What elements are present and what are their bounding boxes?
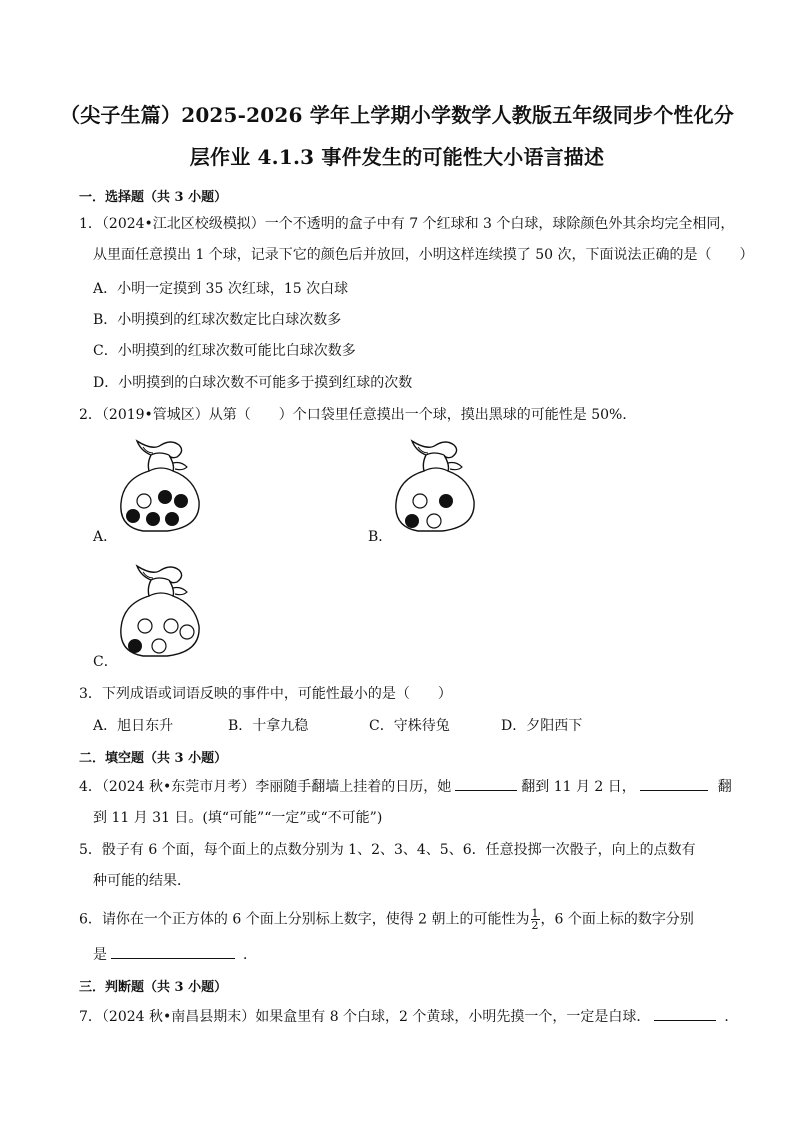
- q6-fraction: [531, 908, 540, 931]
- q7-stem: [79, 1006, 738, 1027]
- q1-option-c: C．小明摸到的红球次数可能比白球次数多: [93, 343, 356, 359]
- document-title-line-2: 层作业 4.1.3 事件发生的可能性大小语言描述: [189, 145, 605, 169]
- q3-option-a: A．旭日东升: [93, 718, 174, 734]
- money-bag-b-image: [388, 437, 488, 537]
- q4-stem-line-2: 到 11 月 31 日。(填“可能”“一定”或“不可能”): [93, 810, 383, 826]
- q6-text-part-1: 6．请你在一个正方体的 6 个面上分别标上数字，使得 2 朝上的可能性为: [79, 911, 530, 928]
- money-bag-c-image: [113, 562, 213, 662]
- white-ball: [427, 514, 441, 528]
- white-ball: [137, 494, 151, 508]
- q7-answer-blank[interactable]: [654, 1006, 716, 1021]
- q4-text-part-2: 翻到 11 月 2 日，: [521, 779, 636, 795]
- q1-option-a: A．小明一定摸到 35 次红球，15 次白球: [93, 281, 349, 297]
- q4-text-part-3: 翻: [717, 779, 732, 795]
- q6-answer-blank[interactable]: [111, 944, 235, 959]
- q6-text-prefix: 是: [93, 947, 107, 963]
- white-ball: [138, 619, 152, 633]
- black-ball: [158, 490, 172, 504]
- q1-stem-line-2: 从里面任意摸出 1 个球，记录下它的颜色后并放回，小明这样连续摸了 50 次，下面说法正确的是（ ）: [93, 247, 754, 263]
- q6-fraction-denominator: 2: [531, 919, 539, 932]
- q6-text-suffix: ．: [243, 947, 257, 963]
- q2-option-b-label: B．: [368, 529, 393, 545]
- black-ball: [146, 512, 160, 526]
- section-heading-judgment: 三．判断题（共 3 小题）: [79, 980, 228, 995]
- black-ball: [174, 494, 188, 508]
- q6-stem-line-1: [79, 908, 694, 931]
- black-ball: [165, 512, 179, 526]
- money-bag-a-image: [113, 437, 213, 537]
- white-ball: [164, 619, 178, 633]
- q3-option-d: D．夕阳西下: [501, 718, 583, 734]
- black-ball: [439, 494, 453, 508]
- q7-text: 7．（2024 秋•南昌县期末）如果盒里有 8 个白球，2 个黄球，小明先摸一个，一定是白球．: [79, 1009, 651, 1025]
- q3-option-c: C．守株待兔: [369, 718, 450, 734]
- white-ball: [152, 639, 166, 653]
- q4-answer-blank-1[interactable]: [455, 776, 517, 791]
- q1-option-b: B．小明摸到的红球次数定比白球次数多: [93, 312, 342, 328]
- q6-fraction-numerator: 1: [531, 907, 539, 920]
- q4-text-part-1: 4．（2024 秋•东莞市月考）李丽随手翻墙上挂着的日历，她: [79, 779, 452, 795]
- white-ball: [180, 625, 194, 639]
- q1-option-d: D．小明摸到的白球次数不可能多于摸到红球的次数: [93, 375, 413, 391]
- q7-text-suffix: ．: [724, 1009, 739, 1025]
- q4-answer-blank-2[interactable]: [640, 776, 708, 791]
- black-ball: [126, 509, 140, 523]
- document-title-line-1: （尖子生篇）2025-2026 学年上学期小学数学人教版五年级同步个性化分: [60, 103, 734, 127]
- q6-text-part-2: ，6 个面上标的数字分别: [540, 911, 694, 928]
- section-heading-fill-in: 二．填空题（共 3 小题）: [79, 751, 228, 766]
- q4-stem-line-1: [79, 776, 732, 797]
- black-ball: [128, 639, 142, 653]
- q3-option-b: B．十拿九稳: [228, 718, 309, 734]
- q1-stem-line-1: 1．（2024•江北区校级模拟）一个不透明的盒子中有 7 个红球和 3 个白球，球除颜色外其余均完全相同，: [79, 216, 735, 232]
- q5-stem-line-2: 种可能的结果．: [93, 873, 191, 889]
- q6-stem-line-2: [93, 944, 257, 965]
- q2-stem: 2．（2019•管城区）从第（ ）个口袋里任意摸出一个球，摸出黑球的可能性是 50%．: [79, 407, 637, 423]
- black-ball: [405, 514, 419, 528]
- q5-stem-line-1: 5．骰子有 6 个面，每个面上的点数分别为 1、2、3、4、5、6．任意投掷一次骰子，向上的点数有: [79, 842, 696, 858]
- q2-option-a-label: A．: [93, 529, 118, 545]
- q2-option-c-label: C．: [93, 654, 118, 670]
- q3-stem: 3．下列成语或词语反映的事件中，可能性最小的是（ ）: [79, 686, 452, 702]
- section-heading-choice: 一．选择题（共 3 小题）: [79, 190, 228, 205]
- white-ball: [413, 494, 427, 508]
